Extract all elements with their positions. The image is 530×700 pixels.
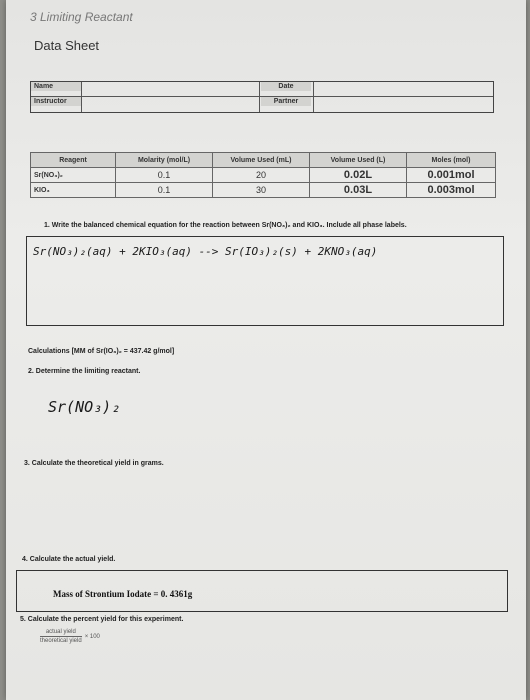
fraction-bar — [40, 636, 82, 637]
volume-l-cell: 0.03L — [310, 183, 407, 198]
molarity-cell: 0.1 — [116, 168, 213, 183]
header-moles: Moles (mol) — [407, 153, 496, 168]
molarity-cell: 0.1 — [116, 183, 213, 198]
volume-ml-cell: 30 — [213, 183, 310, 198]
header-volume-ml: Volume Used (mL) — [213, 153, 310, 168]
name-box — [30, 81, 494, 113]
date-label: Date — [261, 82, 311, 91]
q2-handwritten-answer: Sr(NO₃)₂ — [48, 398, 121, 416]
table-row — [31, 168, 496, 183]
q1-answer-box — [26, 236, 504, 326]
q1-prompt: 1. Write the balanced chemical equation for the reaction between Sr(NO₃)₂ and KIO₃. Include all phase labels. — [44, 222, 407, 229]
volume-ml-cell: 20 — [213, 168, 310, 183]
partner-label: Partner — [261, 97, 311, 106]
date-divider-left — [259, 82, 260, 112]
multiplier: × 100 — [84, 633, 100, 640]
lab-title: 3 Limiting Reactant — [30, 10, 133, 24]
table-header-row — [31, 153, 496, 168]
yield-fraction — [40, 629, 82, 644]
table-row — [31, 183, 496, 198]
name-label: Name — [31, 82, 81, 91]
q2-prompt: 2. Determine the limiting reactant. — [28, 368, 141, 375]
instructor-label: Instructor — [31, 97, 81, 106]
fraction-denominator: theoretical yield — [40, 638, 82, 644]
reagent-table — [30, 152, 496, 198]
fraction-numerator: actual yield — [45, 629, 76, 635]
q1-handwritten-answer: Sr(NO₃)₂(aq) + 2KIO₃(aq) --> Sr(IO₃)₂(s) + 2KNO₃(aq) — [33, 245, 378, 258]
sheet-title: Data Sheet — [34, 38, 100, 53]
q3-prompt: 3. Calculate the theoretical yield in grams. — [24, 460, 164, 467]
calculations-label: Calculations [MM of Sr(IO₃)₂ = 437.42 g/mol] — [28, 348, 175, 355]
header-volume-l: Volume Used (L) — [310, 153, 407, 168]
q4-prompt: 4. Calculate the actual yield. — [22, 556, 116, 563]
q4-answer-box — [16, 570, 508, 612]
q4-answer: Mass of Strontium Iodate = 0. 4361g — [53, 589, 193, 599]
moles-cell: 0.003mol — [407, 183, 496, 198]
reagent-cell: Sr(NO₃)₂ — [31, 168, 116, 183]
volume-l-cell: 0.02L — [310, 168, 407, 183]
header-reagent: Reagent — [31, 153, 116, 168]
moles-cell: 0.001mol — [407, 168, 496, 183]
date-divider-right — [313, 82, 314, 112]
percent-yield-formula — [40, 629, 100, 644]
data-sheet-page — [6, 0, 526, 700]
reagent-cell: KIO₃ — [31, 183, 116, 198]
name-divider — [81, 82, 82, 112]
q5-prompt: 5. Calculate the percent yield for this experiment. — [20, 616, 184, 623]
header-molarity: Molarity (mol/L) — [116, 153, 213, 168]
